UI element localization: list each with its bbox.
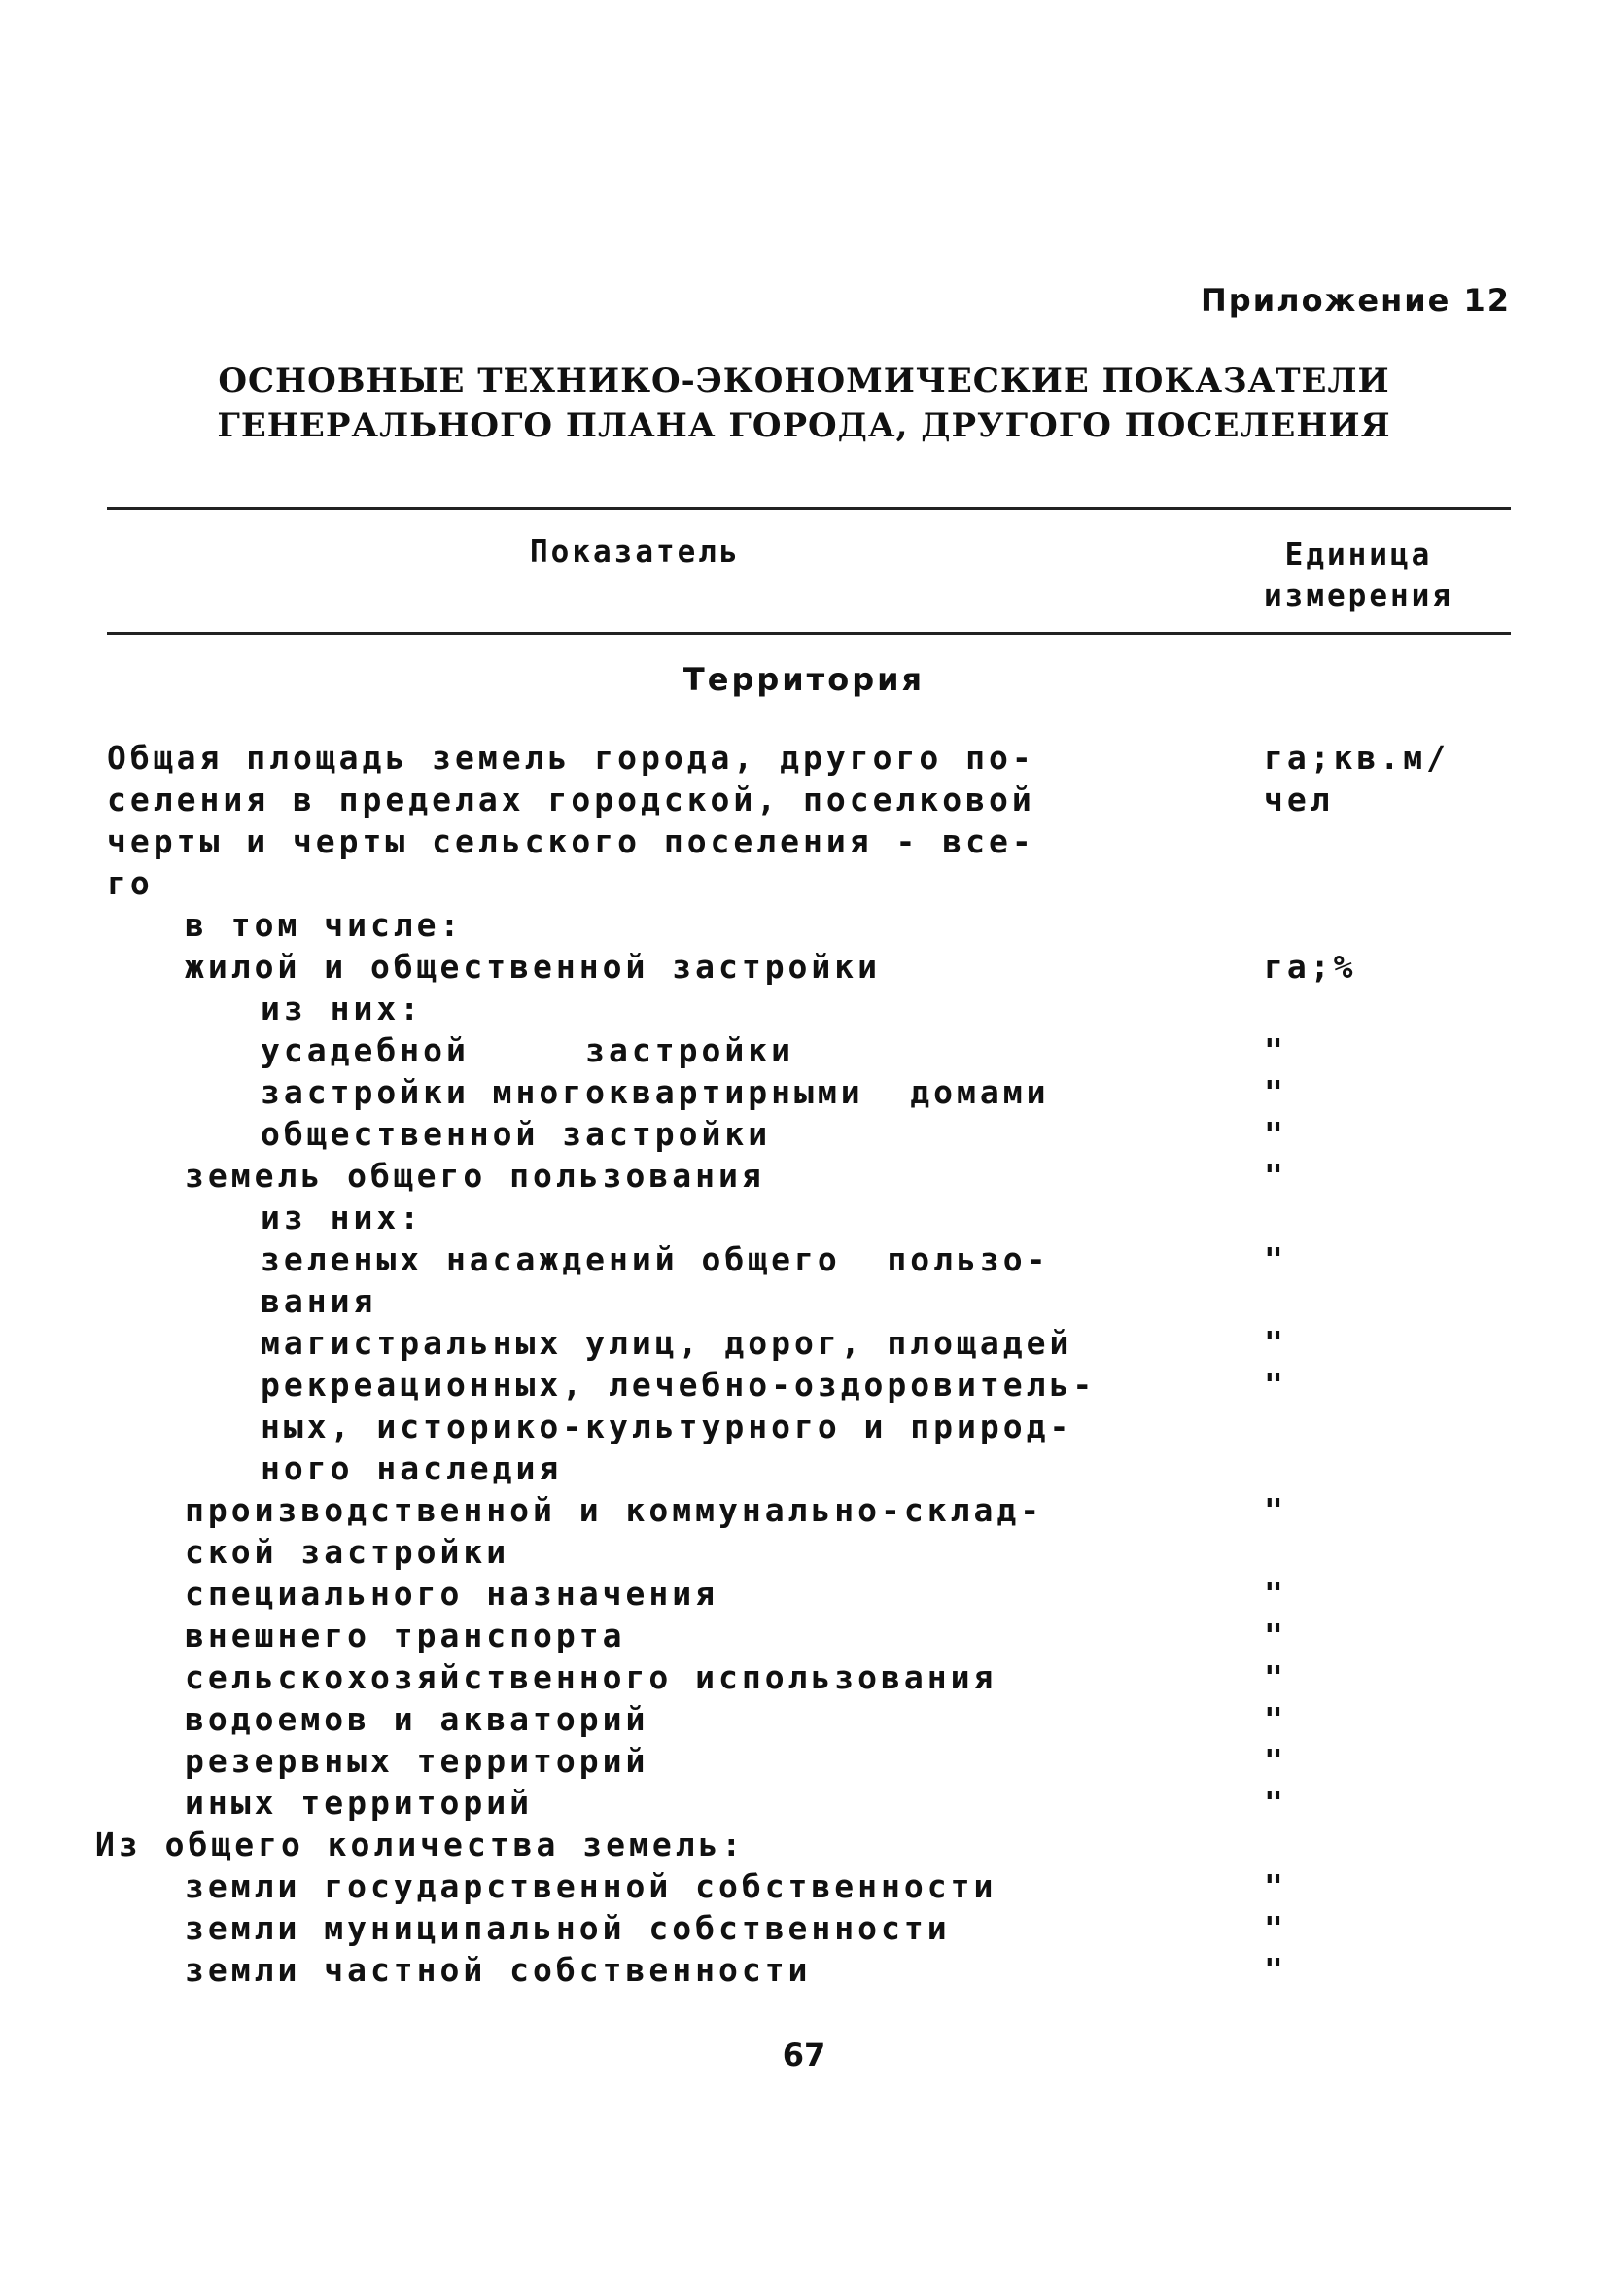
unit-text: " bbox=[1264, 1784, 1287, 1822]
unit-text: " bbox=[1264, 1700, 1287, 1738]
unit-text: чел bbox=[1264, 781, 1334, 818]
unit-text: " bbox=[1264, 1617, 1287, 1654]
unit-text: " bbox=[1264, 1867, 1287, 1905]
table-row bbox=[0, 1238, 1608, 1280]
indicator-text: застройки многоквартирными домами bbox=[261, 1073, 1050, 1111]
indicator-text: ных, историко-культурного и природ- bbox=[261, 1408, 1073, 1445]
table-row bbox=[0, 1197, 1608, 1238]
table-row bbox=[0, 1071, 1608, 1113]
indicator-table-body bbox=[0, 737, 1608, 1991]
indicator-text: из них: bbox=[261, 1199, 424, 1236]
indicator-text: усадебной застройки bbox=[261, 1031, 794, 1069]
indicator-text: специального назначения bbox=[185, 1575, 718, 1613]
table-row bbox=[0, 1615, 1608, 1656]
indicator-text: Общая площадь земель города, другого по- bbox=[107, 739, 1035, 777]
indicator-text: земель общего пользования bbox=[185, 1157, 765, 1195]
table-row bbox=[0, 737, 1608, 779]
table-row bbox=[0, 946, 1608, 988]
table-row bbox=[0, 1322, 1608, 1364]
indicator-text: в том числе: bbox=[185, 906, 464, 944]
column-header-unit-line-1: Единица bbox=[1284, 538, 1433, 573]
indicator-text: го bbox=[107, 864, 154, 902]
indicator-text: земли муниципальной собственности bbox=[185, 1909, 951, 1947]
table-header-rule bbox=[107, 632, 1511, 635]
indicator-text: резервных территорий bbox=[185, 1742, 649, 1780]
indicator-text: вания bbox=[261, 1282, 377, 1320]
indicator-text: ного наследия bbox=[261, 1449, 563, 1487]
unit-text: " bbox=[1264, 1324, 1287, 1362]
unit-text: " bbox=[1264, 1366, 1287, 1404]
indicator-text: ской застройки bbox=[185, 1533, 510, 1571]
column-header-unit bbox=[1264, 535, 1453, 616]
table-row bbox=[0, 1155, 1608, 1197]
indicator-text: водоемов и акваторий bbox=[185, 1700, 649, 1738]
unit-text: " bbox=[1264, 1742, 1287, 1780]
table-row bbox=[0, 1531, 1608, 1573]
appendix-label: Приложение 12 bbox=[1201, 282, 1511, 319]
unit-text: " bbox=[1264, 1491, 1287, 1529]
indicator-text: зеленых насаждений общего пользо- bbox=[261, 1240, 1050, 1278]
table-row bbox=[0, 1573, 1608, 1615]
indicator-text: земли государственной собственности bbox=[185, 1867, 997, 1905]
indicator-text: производственной и коммунально-склад- bbox=[185, 1491, 1044, 1529]
indicator-text: селения в пределах городской, поселковой bbox=[107, 781, 1035, 818]
table-top-rule bbox=[107, 507, 1511, 510]
indicator-text: иных территорий bbox=[185, 1784, 534, 1822]
indicator-text: черты и черты сельского поселения - все- bbox=[107, 822, 1035, 860]
table-row bbox=[0, 1447, 1608, 1489]
table-row bbox=[0, 1907, 1608, 1949]
table-row bbox=[0, 1824, 1608, 1865]
table-row bbox=[0, 1406, 1608, 1447]
indicator-text: земли частной собственности bbox=[185, 1951, 812, 1989]
table-row bbox=[0, 1113, 1608, 1155]
unit-text: " bbox=[1264, 1115, 1287, 1153]
unit-text: га;% bbox=[1264, 948, 1357, 986]
indicator-text: общественной застройки bbox=[261, 1115, 772, 1153]
unit-text: " bbox=[1264, 1951, 1287, 1989]
table-row bbox=[0, 862, 1608, 904]
page-number: 67 bbox=[782, 2036, 826, 2073]
indicator-text: магистральных улиц, дорог, площадей bbox=[261, 1324, 1073, 1362]
table-row bbox=[0, 779, 1608, 820]
indicator-text: жилой и общественной застройки bbox=[185, 948, 882, 986]
unit-text: " bbox=[1264, 1658, 1287, 1696]
table-row bbox=[0, 1489, 1608, 1531]
indicator-text: внешнего транспорта bbox=[185, 1617, 626, 1654]
document-title-line-2: ГЕНЕРАЛЬНОГО ПЛАНА ГОРОДА, ДРУГОГО ПОСЕЛЕНИЯ bbox=[217, 406, 1391, 445]
section-heading: Территория bbox=[682, 661, 926, 698]
indicator-text: рекреационных, лечебно-оздоровитель- bbox=[261, 1366, 1097, 1404]
table-row bbox=[0, 1949, 1608, 1991]
column-header-unit-line-2: измерения bbox=[1264, 578, 1453, 613]
document-title-line-1: ОСНОВНЫЕ ТЕХНИКО-ЭКОНОМИЧЕСКИЕ ПОКАЗАТЕЛИ bbox=[218, 362, 1390, 400]
table-row bbox=[0, 904, 1608, 946]
unit-text: " bbox=[1264, 1073, 1287, 1111]
indicator-text: из них: bbox=[261, 990, 424, 1027]
table-row bbox=[0, 1782, 1608, 1824]
table-row bbox=[0, 1865, 1608, 1907]
table-row bbox=[0, 1740, 1608, 1782]
table-row bbox=[0, 1656, 1608, 1698]
unit-text: га;кв.м/ bbox=[1264, 739, 1450, 777]
unit-text: " bbox=[1264, 1240, 1287, 1278]
table-row bbox=[0, 1280, 1608, 1322]
unit-text: " bbox=[1264, 1031, 1287, 1069]
table-row bbox=[0, 1698, 1608, 1740]
indicator-text: сельскохозяйственного использования bbox=[185, 1658, 997, 1696]
unit-text: " bbox=[1264, 1157, 1287, 1195]
table-row bbox=[0, 988, 1608, 1029]
indicator-text: Из общего количества земель: bbox=[95, 1826, 746, 1863]
column-header-indicator: Показатель bbox=[530, 535, 741, 570]
table-row bbox=[0, 1029, 1608, 1071]
unit-text: " bbox=[1264, 1909, 1287, 1947]
table-row bbox=[0, 1364, 1608, 1406]
unit-text: " bbox=[1264, 1575, 1287, 1613]
table-row bbox=[0, 820, 1608, 862]
